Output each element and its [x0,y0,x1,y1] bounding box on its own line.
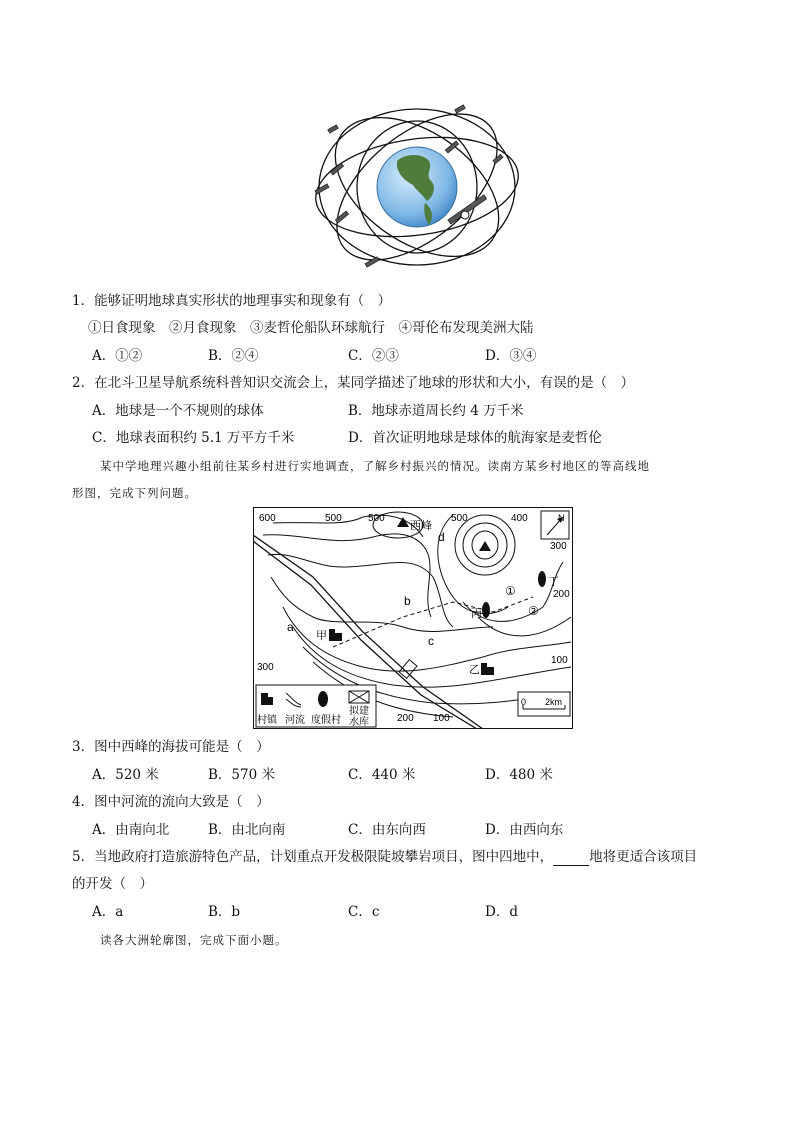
intro-paragraph-2: 读各大洲轮廓图，完成下面小题。 [100,933,288,947]
peak-label: 西峰 [410,520,432,532]
place-label-jia: 甲 [316,630,327,642]
contour-label: 200 [397,713,414,724]
legend-river: 河流 [285,715,305,726]
contour-label: 100 [433,713,450,724]
place-label-bing: 丙 [471,608,482,620]
q3-stem: 3．图中西峰的海拔可能是（ ） [72,739,270,755]
q2-option-a[interactable]: A．地球是一个不规则的球体 [92,403,264,419]
q3-option-a[interactable]: A．520 米 [92,767,159,783]
circled-label-1: ① [505,584,516,598]
q5-stem-part1: 5．当地政府打造旅游特色产品，计划重点开发极限陡坡攀岩项目，图中四地中， [72,849,554,865]
q5-stem [72,848,697,866]
q5-option-a[interactable]: A．a [92,904,124,920]
q3-option-b[interactable]: B．570 米 [208,767,275,783]
q2-option-d[interactable]: D．首次证明地球是球体的航海家是麦哲伦 [348,430,602,446]
contour-label: 500 [451,513,468,524]
contour-label: 300 [550,541,567,552]
q4-option-c[interactable]: C．由东向西 [348,822,426,838]
q4-option-b[interactable]: B．由北向南 [208,822,286,838]
contour-label: 300 [257,662,274,673]
q1-stem: 1．能够证明地球真实形状的地理事实和现象有（ ） [72,293,392,309]
point-label-c: c [428,634,434,648]
contour-label: 500 [368,513,385,524]
place-label-ding: 丁 [548,576,559,588]
q3-option-d[interactable]: D．480 米 [485,767,553,783]
q1-option-a[interactable]: A．①② [92,348,143,364]
point-label-b: b [404,594,411,608]
scale-zero: 0 [521,697,527,707]
north-label: N [558,513,565,523]
place-label-yi: 乙 [469,664,480,676]
scale-2km: 2km [545,697,563,707]
q1-option-b[interactable]: B．②④ [208,348,259,364]
legend-reservoir: 水库 [349,717,369,728]
q1-option-c[interactable]: C．②③ [348,348,399,364]
contour-label: 400 [511,513,528,524]
legend-planned: 拟建 [349,706,369,717]
intro-paragraph-line2: 形图，完成下列问题。 [72,486,197,500]
contour-label: 500 [325,513,342,524]
q1-option-d[interactable]: D．③④ [485,348,537,364]
point-label-a: a [287,620,294,634]
q2-option-b[interactable]: B．地球赤道周长约 4 万千米 [348,403,524,419]
contour-label: 100 [551,655,568,666]
q5-stem-cont: 的开发（ ） [72,876,153,892]
q3-option-c[interactable]: C．440 米 [348,767,416,783]
q4-option-d[interactable]: D．由西向东 [485,822,564,838]
intro-paragraph-line1: 某中学地理兴趣小组前往某乡村进行实地调查，了解乡村振兴的情况。读南方某乡村地区的等高线地 [100,459,650,473]
contour-map [253,507,573,729]
q1-items: ①日食现象 ②月食现象 ③麦哲伦船队环球航行 ④哥伦布发现美洲大陆 [88,320,534,336]
contour-label: 200 [553,589,570,600]
circled-label-2: ② [528,604,539,618]
q4-option-a[interactable]: A．由南向北 [92,822,170,838]
legend-resort: 度假村 [311,715,341,726]
satellite-orbit-figure [305,95,530,280]
q2-option-c[interactable]: C．地球表面积约 5.1 万平方千米 [92,430,295,446]
q5-option-c[interactable]: C．c [348,904,380,920]
contour-label: 600 [259,513,276,524]
point-label-d: d [438,530,445,544]
q4-stem: 4．图中河流的流向大致是（ ） [72,794,270,810]
answer-blank[interactable] [553,851,589,866]
q5-option-b[interactable]: B．b [208,904,241,920]
q2-stem: 2．在北斗卫星导航系统科普知识交流会上，某同学描述了地球的形状和大小，有误的是（ ） [72,375,635,391]
legend-village: 村镇 [257,715,277,726]
q5-option-d[interactable]: D．d [485,904,518,920]
q5-stem-part2: 地将更适合该项目 [589,849,698,865]
